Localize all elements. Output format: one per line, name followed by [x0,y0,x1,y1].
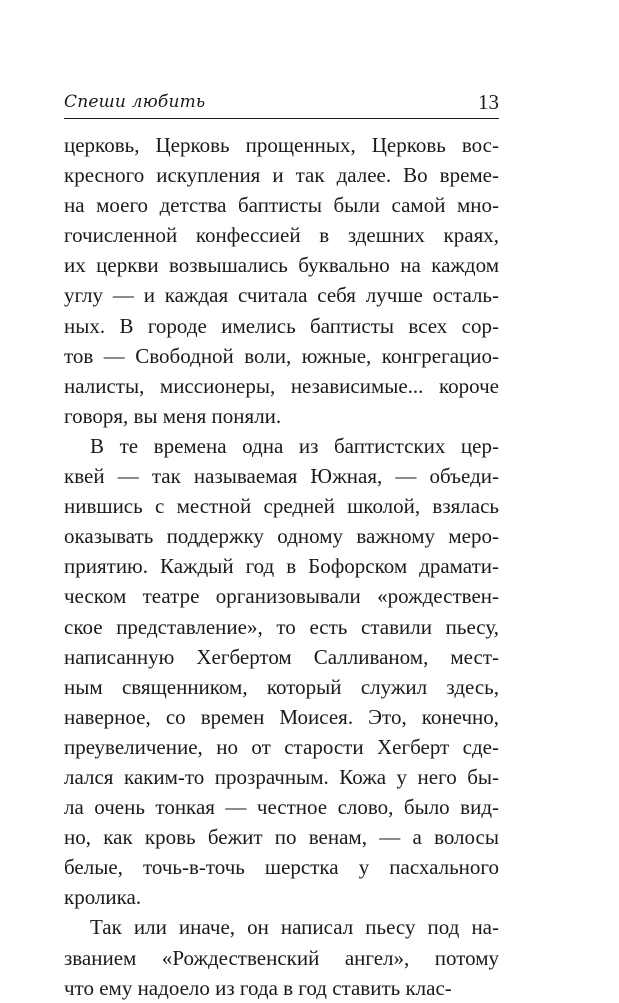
text-line: белые, точь-в-точь шерстка у пасхального [64,855,499,880]
text-line: но, как кровь бежит по венам, — а волосы [64,825,499,850]
text-line: оказывать поддержку одному важному меро- [64,524,499,549]
text-line: говоря, вы меня поняли. [64,403,282,428]
body-text [64,130,499,1003]
text-line: церковь, Церковь прощенных, Церковь вос- [64,133,499,157]
text-line: В те времена одна из баптистских цер- [90,433,499,458]
text-line: кролика. [64,885,142,910]
text-line: квей — так называемая Южная, — объеди- [64,464,499,489]
text-line: на моего детства баптисты были самой мно- [64,193,499,218]
text-line: наверное, со времен Моисея. Это, конечно, [64,704,499,729]
text-line: налисты, миссионеры, независимые... короче [64,373,499,398]
running-head [64,90,499,120]
text-line: лался каким-то прозрачным. Кожа у него бы- [64,764,499,789]
running-title: Спеши любить [64,92,206,112]
text-line: преувеличение, но от старости Хегберт сде- [64,734,499,759]
text-line: ных. В городе имелись баптисты всех сор- [64,313,499,338]
text-line: званием «Рождественский ангел», потому [64,945,499,970]
text-line: ным священником, который служил здесь, [64,674,499,699]
text-line: ла очень тонкая — честное слово, было вид- [64,795,499,820]
text-line: кресного искупления и так далее. Во време- [64,163,499,188]
page-number: 13 [478,90,499,114]
text-line: ческом театре организовывали «рождествен- [64,584,499,609]
text-line: ское представление», то есть ставили пьесу, [64,614,499,639]
text-line: тов — Свободной воли, южные, конгрегацио- [64,343,499,368]
text-line: углу — и каждая считала себя лучше осталь- [64,283,499,308]
text-line: написанную Хегбертом Салливаном, мест- [64,644,499,669]
text-line: их церкви возвышались буквально на каждом [64,253,499,278]
text-line: нившись с местной средней школой, взялась [64,494,499,519]
text-line: приятию. Каждый год в Бофорском драмати- [64,554,499,579]
text-line: что ему надоело из года в год ставить клас- [64,975,452,1000]
text-line: Так или иначе, он написал пьесу под на- [90,915,499,940]
header-rule [64,118,499,119]
text-line: гочисленной конфессией в здешних краях, [64,223,499,248]
